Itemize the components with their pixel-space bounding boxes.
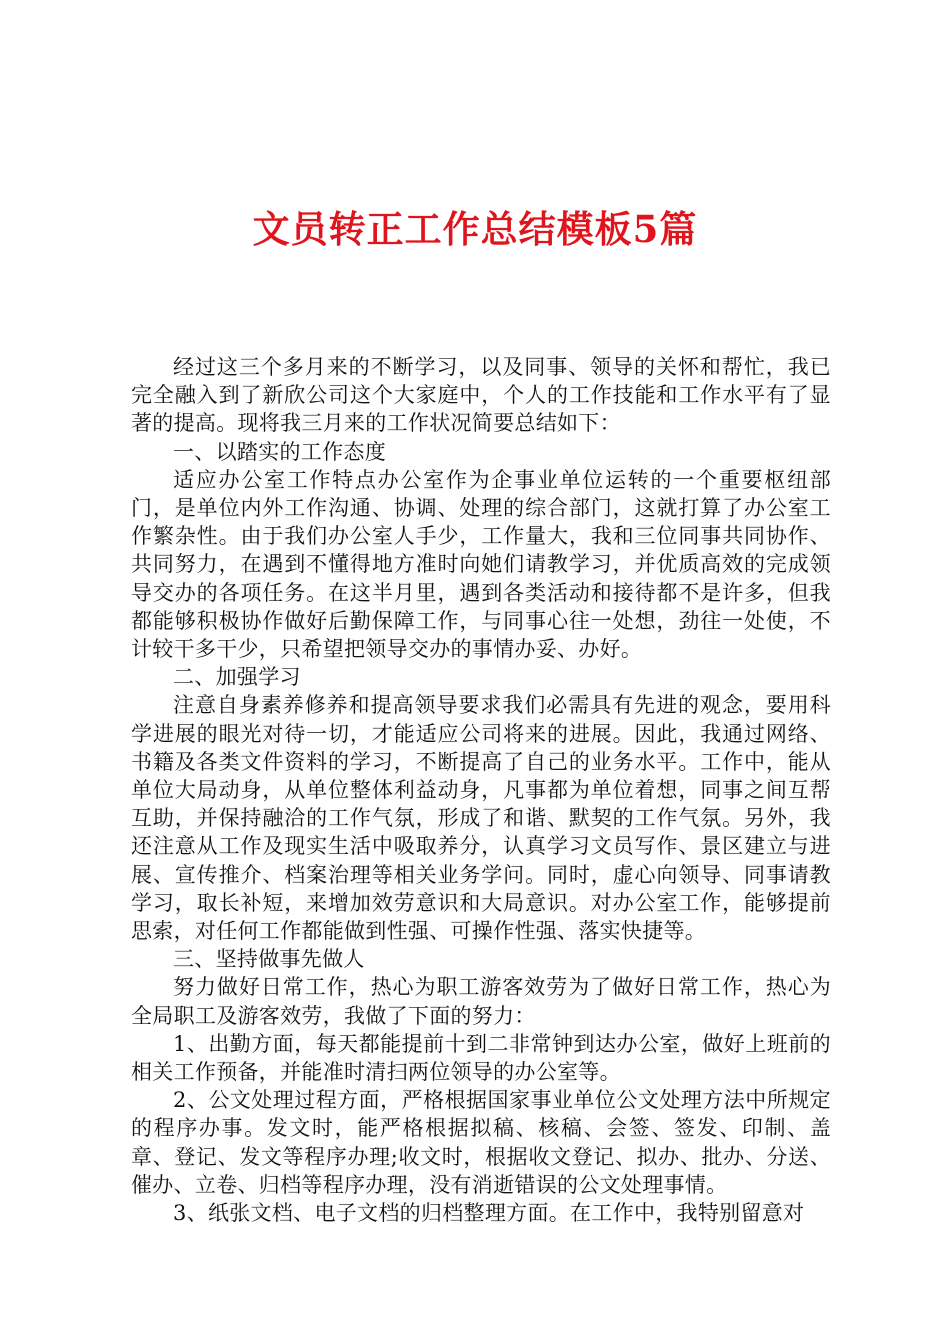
list-item: 1、出勤方面，每天都能提前十到二非常钟到达办公室，做好上班前的相关工作预备，并能准时清扫两位领导的办公室等。 <box>131 1031 831 1085</box>
list-item: 2、公文处理过程方面，严格根据国家事业单位公文处理方法中所规定的程序办事。发文时，能严格根据拟稿、核稿、会签、签发、印制、盖章、登记、发文等程序办理;收文时，根据收文登记、拟办、批办、分送、催办、立卷、归档等程序办理，没有消逝错误的公文处理事情。 <box>131 1088 831 1197</box>
paragraph: 注意自身素养修养和提高领导要求我们必需具有先进的观念，要用科学进展的眼光对待一切，才能适应公司将来的进展。因此，我通过网络、书籍及各类文件资料的学习，不断提高了自己的业务水平。工作中，能从单位大局动身，从单位整体利益动身，凡事都为单位着想，同事之间互帮互助，并保持融洽的工作气氛，形成了和谐、默契的工作气氛。另外，我还注意从工作及现实生活中吸取养分，认真学习文员写作、景区建立与进展、宣传推介、档案治理等相关业务学问。同时，虚心向领导、同事请教学习，取长补短，来增加效劳意识和大局意识。对办公室工作，能够提前思索，对任何工作都能做到性强、可操作性强、落实快捷等。 <box>131 693 831 944</box>
paragraph: 适应办公室工作特点办公室作为企事业单位运转的一个重要枢纽部门，是单位内外工作沟通、协调、处理的综合部门，这就打算了办公室工作繁杂性。由于我们办公室人手少，工作量大，我和三位同事共同协作、共同努力，在遇到不懂得地方准时向她们请教学习，并优质高效的完成领导交办的各项任务。在这半月里，遇到各类活动和接待都不是许多，但我都能够积极协作做好后勤保障工作，与同事心往一处想，劲往一处使，不计较干多干少，只希望把领导交办的事情办妥、办好。 <box>131 467 831 662</box>
list-item: 3、纸张文档、电子文档的归档整理方面。在工作中，我特别留意对 <box>173 1201 805 1226</box>
section-heading: 二、加强学习 <box>173 665 301 690</box>
section-heading: 三、坚持做事先做人 <box>173 947 365 972</box>
document-body <box>131 353 831 1227</box>
paragraph: 努力做好日常工作，热心为职工游客效劳为了做好日常工作，热心为全局职工及游客效劳，我做了下面的努力： <box>131 975 831 1028</box>
section-heading: 一、以踏实的工作态度 <box>173 439 386 464</box>
document-title: 文员转正工作总结模板5篇 <box>252 207 698 251</box>
paragraph: 经过这三个多月来的不断学习，以及同事、领导的关怀和帮忙，我已完全融入到了新欣公司这个大家庭中，个人的工作技能和工作水平有了显著的提高。现将我三月来的工作状况简要总结如下： <box>131 355 831 436</box>
